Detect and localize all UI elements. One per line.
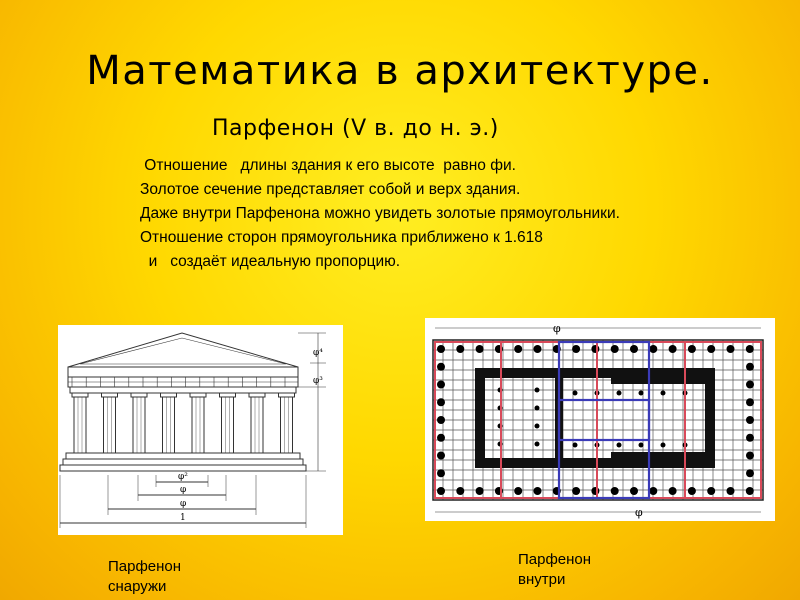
plan-column xyxy=(437,487,445,495)
plan-column xyxy=(534,487,542,495)
facade-label-phi4: φ⁴ xyxy=(313,348,323,358)
plan-label-bottom-phi: φ xyxy=(635,506,643,519)
column-shaft xyxy=(104,397,116,453)
plan-column xyxy=(746,345,754,353)
plan-column xyxy=(630,345,638,353)
plan-column xyxy=(707,345,715,353)
plan-inner-column xyxy=(535,406,540,411)
plan-column xyxy=(534,345,542,353)
plan-inner-column xyxy=(617,391,622,396)
caption-inside xyxy=(518,550,591,590)
plan-column xyxy=(746,381,754,389)
plan-column xyxy=(572,345,580,353)
column-capital xyxy=(72,393,88,397)
plan-column xyxy=(476,487,484,495)
plan-column xyxy=(611,487,619,495)
plan-column xyxy=(707,487,715,495)
plan-column xyxy=(437,416,445,424)
plan-inner-column xyxy=(661,391,666,396)
caption-inside-line-2: внутри xyxy=(518,571,566,588)
plan-column xyxy=(456,487,464,495)
plan-column xyxy=(437,452,445,460)
column-capital xyxy=(220,393,236,397)
plan-column xyxy=(649,345,657,353)
column-shaft xyxy=(281,397,293,453)
plan-column xyxy=(611,345,619,353)
plan-inner-column xyxy=(535,442,540,447)
parthenon-plan-figure xyxy=(425,318,775,521)
plan-column xyxy=(591,487,599,495)
plan-column xyxy=(669,487,677,495)
plan-inner-column xyxy=(639,443,644,448)
plan-column xyxy=(746,398,754,406)
plan-inner-column xyxy=(535,424,540,429)
plan-column xyxy=(476,345,484,353)
plan-column xyxy=(727,487,735,495)
plan-inner-column xyxy=(573,443,578,448)
plan-column xyxy=(514,345,522,353)
plan-inner-column xyxy=(573,391,578,396)
plan-column xyxy=(746,469,754,477)
caption-outside-line-1: Парфенон xyxy=(108,558,182,575)
facade-label-one: 1 xyxy=(180,513,186,523)
plan-column xyxy=(746,434,754,442)
column-capital xyxy=(279,393,295,397)
plan-column xyxy=(437,345,445,353)
slide-subtitle: Парфенон (V в. до н. э.) xyxy=(212,116,499,141)
facade-label-phi-sq: φ² xyxy=(178,472,188,482)
column-capital xyxy=(249,393,265,397)
plan-column xyxy=(456,345,464,353)
plan-column xyxy=(572,487,580,495)
plan-column xyxy=(727,345,735,353)
plan-column xyxy=(437,469,445,477)
plan-column xyxy=(437,381,445,389)
column-capital xyxy=(102,393,118,397)
plan-column xyxy=(591,345,599,353)
caption-outside xyxy=(108,557,181,597)
plan-column xyxy=(514,487,522,495)
column-capital xyxy=(190,393,206,397)
plan-column xyxy=(437,398,445,406)
plan-column xyxy=(437,434,445,442)
plan-column xyxy=(669,345,677,353)
parthenon-facade-figure xyxy=(58,325,343,535)
body-line-1: Отношение длины здания к его высоте равно фи. xyxy=(140,157,516,174)
caption-outside-line-2: снаружи xyxy=(108,578,167,595)
plan-column xyxy=(437,363,445,371)
column-shaft xyxy=(222,397,234,453)
plan-drawing xyxy=(425,318,775,521)
column-shaft xyxy=(192,397,204,453)
facade-label-phi-2: φ xyxy=(180,499,187,509)
column-shaft xyxy=(163,397,175,453)
plan-inner-column xyxy=(617,443,622,448)
column-shaft xyxy=(133,397,145,453)
body-line-2: Золотое сечение представляет собой и верх здания. xyxy=(140,181,521,198)
facade-label-phi-cube: φ³ xyxy=(313,376,323,386)
plan-inner-column xyxy=(661,443,666,448)
column-shaft xyxy=(74,397,86,453)
column-capital xyxy=(131,393,147,397)
body-line-4: Отношение сторон прямоугольника приближено к 1.618 xyxy=(140,229,543,246)
plan-inner-column xyxy=(535,388,540,393)
plan-inner-column xyxy=(639,391,644,396)
slide-title: Математика в архитектуре. xyxy=(86,48,714,94)
plan-column xyxy=(746,363,754,371)
plan-column xyxy=(649,487,657,495)
plan-column xyxy=(746,487,754,495)
column-capital xyxy=(161,393,177,397)
plan-label-top-phi: φ xyxy=(553,322,561,335)
facade-drawing xyxy=(58,325,343,535)
column-shaft xyxy=(251,397,263,453)
facade-label-phi: φ xyxy=(180,485,187,495)
body-line-3: Даже внутри Парфенона можно увидеть золотые прямоугольники. xyxy=(140,205,620,222)
caption-inside-line-1: Парфенон xyxy=(518,551,592,568)
plan-column xyxy=(630,487,638,495)
body-line-5: и создаёт идеальную пропорцию. xyxy=(140,253,401,270)
plan-column xyxy=(746,416,754,424)
plan-column xyxy=(688,345,696,353)
plan-column xyxy=(688,487,696,495)
plan-column xyxy=(746,452,754,460)
